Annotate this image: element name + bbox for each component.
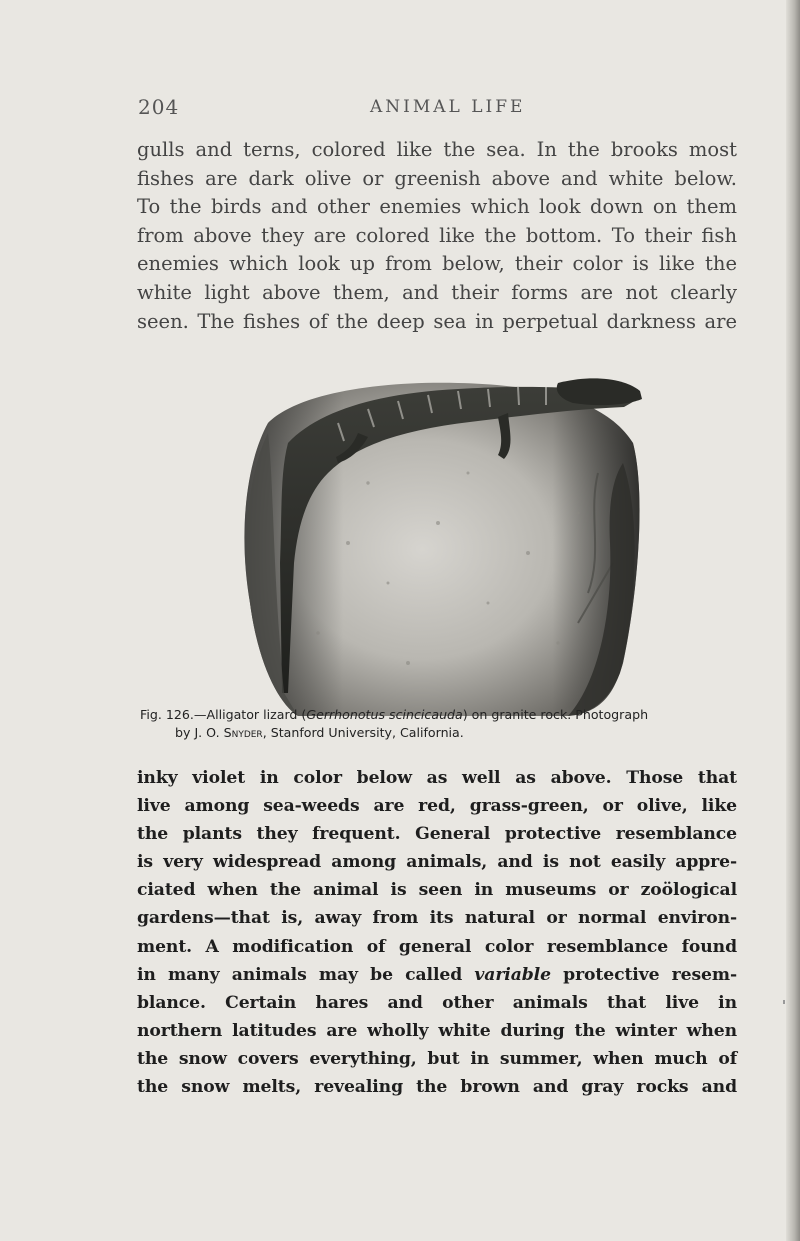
caption-line2-prefix: by J. O. <box>175 725 224 740</box>
text-line: the snow covers everything, but in summer, when much of <box>137 1048 737 1069</box>
text-line: ciated when the animal is seen in museums or zoölogical <box>137 880 737 901</box>
text-line: seen. The fishes of the deep sea in perpetual darkness are <box>137 309 737 333</box>
paragraph-top <box>137 136 737 336</box>
text-line: live among sea-weeds are red, grass-green, or olive, like <box>137 796 737 817</box>
paragraph-bottom <box>137 764 737 1101</box>
text-line: To the birds and other enemies which look down on them <box>137 195 737 219</box>
text-line: gulls and terns, colored like the sea. In the brooks most <box>137 138 737 161</box>
emphasis-variable: variable <box>474 964 551 985</box>
lizard-head <box>557 378 642 405</box>
page-edge-shadow <box>786 0 800 1241</box>
caption-line-2 <box>140 724 740 742</box>
text-line: the plants they frequent. General protective resemblance <box>137 824 737 845</box>
figure-lizard-photo <box>228 363 648 719</box>
text-line: inky violet in color below as well as above. Those that <box>137 768 737 788</box>
page-speck <box>783 1000 785 1004</box>
text-line: enemies which look up from below, their color is like the <box>137 252 737 276</box>
text-span: protective resem- <box>550 964 737 985</box>
caption-species: Gerrhonotus scincicauda <box>306 707 463 722</box>
figure-caption <box>140 706 740 742</box>
text-line: the snow melts, revealing the brown and gray rocks and <box>137 1077 737 1098</box>
caption-line2-suffix: , Stanford University, California. <box>262 725 464 740</box>
text-line: is very widespread among animals, and is not easily appre- <box>137 852 737 873</box>
caption-prefix: —Alligator lizard ( <box>193 707 307 722</box>
page-header <box>138 95 738 125</box>
text-line: from above they are colored like the bottom. To their fish <box>137 223 737 247</box>
text-line: ment. A modification of general color resemblance found <box>137 936 737 957</box>
text-line: northern latitudes are wholly white during the winter when <box>137 1020 737 1041</box>
caption-author: Snyder <box>223 725 263 740</box>
text-line: fishes are dark olive or greenish above and white below. <box>137 166 737 190</box>
running-head: ANIMAL LIFE <box>370 97 526 117</box>
text-span: in many animals may be called <box>137 964 475 985</box>
caption-suffix: ) on granite rock. Photograph <box>462 707 649 722</box>
text-line: blance. Certain hares and other animals that live in <box>137 992 737 1013</box>
page-number: 204 <box>138 95 180 119</box>
text-line: gardens—that is, away from its natural or normal environ- <box>137 908 737 929</box>
text-line: white light above them, and their forms are not clearly <box>137 280 737 304</box>
lizard-on-rock-illustration <box>228 363 648 719</box>
text-line <box>137 961 737 989</box>
caption-label: Fig. 126. <box>140 707 194 722</box>
